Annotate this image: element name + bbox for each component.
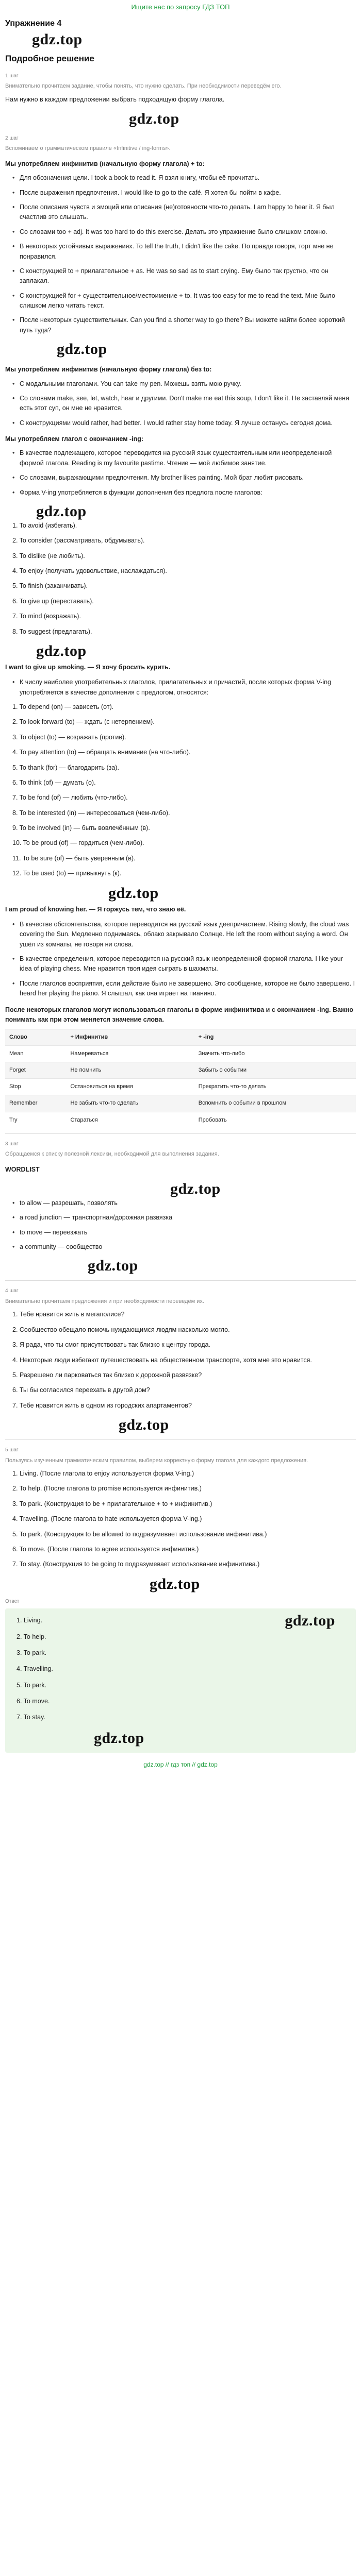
rule-item: • С конструкцией to + прилагательное + as. He was so sad as to start crying. Ему было так грустно, что он заплакал.	[12, 266, 356, 286]
watermark: gdz.top	[36, 642, 87, 659]
rule-item: • Для обозначения цели. I took a book to read it. Я взял книгу, чтобы её прочитать.	[12, 173, 356, 183]
table-title: После некоторых глаголов могут использоваться глаголы в форме инфинитива и с окончанием -ing. Важно понимать как при этом меняется значение слова.	[5, 1006, 353, 1023]
step-2	[5, 134, 356, 1128]
verbs-list	[12, 521, 356, 637]
table-cell: Не помнить	[66, 1062, 194, 1079]
rule-item: • Со словами too + adj. It was too hard to do this exercise. Делать это упражнение было слишком сложно.	[12, 227, 356, 237]
list-item: 7. To mind (возражать).	[12, 613, 81, 620]
table-cell: Значить что-либо	[194, 1046, 356, 1062]
footer-link[interactable]: gdz.top // гдз топ // gdz.top	[143, 1760, 218, 1768]
step-hint: Вспоминаем о грамматическом правиле «Infinitive / ing-forms».	[5, 145, 171, 152]
list-item: 1. Тебе нравится жить в мегаполисе?	[12, 1311, 125, 1318]
list-item: 4. Travelling.	[17, 1665, 53, 1673]
list-item: 7. To be fond (of) — любить (что-либо).	[12, 794, 128, 802]
step-label: 2 шаг	[5, 135, 19, 141]
list-item: 5. Разрешено ли парковаться так близко к дорожной развязке?	[12, 1371, 202, 1379]
list-item: 2. To help. (После глагола to promise используется инфинитив.)	[12, 1485, 202, 1493]
watermark: gdz.top	[36, 502, 87, 520]
list-item: 7. To stay. (Конструкция to be going to подразумевает использование инфинитива.)	[12, 1561, 260, 1568]
list-item: 2. Сообщество обещало помочь нуждающимся людям насколько могло.	[12, 1326, 230, 1333]
rule-item: • После описания чувств и эмоций или описания (не)готовности что-то делать. I am happy to hear it. Я был счастлив это слышать.	[12, 202, 356, 223]
list-item: 8. To be interested (in) — интересоваться (чем-либо).	[12, 809, 170, 817]
list-item: • a community — сообщество	[12, 1242, 356, 1252]
list-item: 2. To look forward (to) — ждать (с нетерпением).	[12, 718, 155, 726]
rule-item: • В качестве подлежащего, которое переводится на русский язык существительным или неопределенной формой глагола. Reading is my favourite pastime. Чтение — моё любимое занятие.	[12, 448, 356, 468]
example-text: I want to give up smoking. — Я хочу бросить курить.	[5, 663, 171, 671]
list-item: 6. To move. (После глагола to agree используется инфинитив.)	[12, 1545, 199, 1553]
list-item: 5. To park. (Конструкция to be allowed to подразумевает использование инфинитива.)	[12, 1530, 267, 1538]
watermark: gdz.top	[94, 1729, 144, 1747]
step-hint: Обращаемся к списку полезной лексики, необходимой для выполнения задания.	[5, 1151, 219, 1158]
table-cell: Вспомнить о событии в прошлом	[194, 1095, 356, 1112]
list-item: 11. To be sure (of) — быть уверенным (в).	[12, 854, 136, 862]
table-header-cell: + -ing	[194, 1029, 356, 1046]
step-label: 3 шаг	[5, 1141, 19, 1147]
list-item: 4. To enjoy (получать удовольствие, наслаждаться).	[12, 567, 167, 575]
list-item: 4. Некоторые люди избегают путешествовать на общественном транспорте, хотя мне это нравится.	[12, 1356, 312, 1364]
rule-list	[12, 448, 356, 498]
step-label: 4 шаг	[5, 1288, 19, 1294]
rule-item: • После глаголов восприятия, если действие было не завершено. Это сообщение, которое не было завершено. I heard her playing the piano. Я слышал, как она играет на пианино.	[12, 979, 356, 999]
rule-item: • Со словами make, see, let, watch, hear и другими. Don't make me eat this soup, I don't like it. Не заставляй меня есть этот суп, он мне не нравится.	[12, 394, 356, 414]
table-cell: Mean	[5, 1046, 66, 1062]
list-item: 1. Living.	[17, 1617, 43, 1624]
table-cell: Стараться	[66, 1112, 194, 1128]
wordlist-title: WORDLIST	[5, 1165, 40, 1173]
list-item: 9. To be involved (in) — быть вовлечённым (в).	[12, 824, 150, 832]
answer-list	[17, 1616, 349, 1723]
table-cell: Remember	[5, 1095, 66, 1112]
watermark: gdz.top	[57, 341, 107, 358]
rule-item: • Со словами, выражающими предпочтения. My brother likes painting. Мой брат любит рисовать.	[12, 473, 356, 483]
step-text: Нам нужно в каждом предложении выбрать подходящую форму глагола.	[5, 95, 225, 103]
prep-verbs-list	[12, 702, 356, 879]
example-text: I am proud of knowing her. — Я горжусь тем, что знаю её.	[5, 905, 186, 913]
list-item: 7. Тебе нравится жить в одном из городских апартаментов?	[12, 1401, 192, 1409]
watermark: gdz.top	[285, 1612, 335, 1630]
watermark: gdz.top	[150, 1575, 200, 1592]
list-item: 1. To depend (on) — зависеть (от).	[12, 703, 114, 711]
step-5	[5, 1446, 356, 1594]
divider	[5, 1439, 356, 1440]
step-label: 5 шаг	[5, 1447, 19, 1453]
rule-list	[12, 173, 356, 335]
rule-item: • С конструкцией for + существительное/местоимение + to. It was too easy for me to read the text. Мне было слишком легко читать текст.	[12, 291, 356, 311]
table-header-cell: + Инфинитив	[66, 1029, 194, 1046]
table-cell: Остановиться на время	[66, 1079, 194, 1095]
step-hint: Внимательно прочитаем задание, чтобы понять, что нужно сделать. При необходимости переведём его.	[5, 83, 282, 90]
watermark: gdz.top	[108, 884, 159, 902]
table-cell: Не забыть что-то сделать	[66, 1095, 194, 1112]
table-row	[5, 1062, 356, 1079]
watermark: gdz.top	[170, 1180, 221, 1197]
table-row	[5, 1095, 356, 1112]
rule-item: • С конструкциями would rather, had better. I would rather stay home today. Я лучше останусь сегодня дома.	[12, 418, 356, 428]
section-title: Мы употребляем глагол с окончанием -ing:	[5, 435, 144, 443]
list-item: 6. To think (of) — думать (о).	[12, 778, 96, 786]
footer	[5, 1760, 356, 1770]
divider	[5, 1280, 356, 1281]
list-item: 6. To give up (переставать).	[12, 597, 94, 605]
step-3	[5, 1140, 356, 1276]
list-item: 5. To finish (заканчивать).	[12, 582, 88, 590]
list-item: 4. Travelling. (После глагола to hate используется форма V-ing.)	[12, 1515, 202, 1523]
step-hint: Внимательно прочитаем предложения и при необходимости переведём их.	[5, 1298, 204, 1304]
table-cell: Stop	[5, 1079, 66, 1095]
list-item: 3. To object (to) — возражать (против).	[12, 733, 126, 741]
watermark: gdz.top	[32, 31, 83, 48]
section-title: Мы употребляем инфинитив (начальную форму глагола) + to:	[5, 160, 205, 167]
watermark: gdz.top	[88, 1257, 138, 1275]
list-item: 3. Я рада, что ты смог присутствовать так близко к центру города.	[12, 1341, 210, 1349]
list-item: 1. To avoid (избегать).	[12, 521, 77, 529]
sentences-list	[12, 1310, 356, 1411]
exercise-title: Упражнение 4	[5, 19, 62, 28]
table-cell: Забыть о событии	[194, 1062, 356, 1079]
table-cell: Прекратить что-то делать	[194, 1079, 356, 1095]
table-cell: Try	[5, 1112, 66, 1128]
solution-subtitle: Подробное решение	[5, 54, 94, 64]
list-item: 1. Living. (После глагола to enjoy используется форма V-ing.)	[12, 1470, 194, 1478]
divider	[5, 1133, 356, 1134]
list-item: • to allow — разрешать, позволять	[12, 1198, 356, 1208]
table-row	[5, 1079, 356, 1095]
watermark: gdz.top	[129, 110, 179, 127]
table-row	[5, 1046, 356, 1062]
section-title: Мы употребляем инфинитив (начальную форму глагола) без to:	[5, 366, 212, 374]
table-header-row	[5, 1029, 356, 1046]
list-item: • a road junction — транспортная/дорожная развязка	[12, 1213, 356, 1223]
list-item: 3. To park.	[17, 1649, 47, 1656]
rule-list	[12, 677, 356, 698]
rule-list	[12, 920, 356, 999]
list-item: 6. Ты бы согласился переехать в другой дом?	[12, 1386, 150, 1394]
step-4	[5, 1287, 356, 1434]
list-item: 10. To be proud (of) — гордиться (чем-либо).	[12, 839, 144, 847]
step-hint: Пользуясь изученным грамматическим правилом, выберем корректную форму глагола для каждого предложения.	[5, 1457, 308, 1464]
table-row	[5, 1112, 356, 1128]
list-item: 3. To park. (Конструкция to be + прилагательное + to + инфинитив.)	[12, 1500, 212, 1507]
step-label: 1 шаг	[5, 73, 19, 79]
rule-item: • После некоторых существительных. Can you find a shorter way to go there? Вы можете найти более короткий путь туда?	[12, 315, 356, 335]
table-cell: Forget	[5, 1062, 66, 1079]
rule-item: • Форма V-ing употребляется в функции дополнения без предлога после глаголов:	[12, 488, 356, 498]
list-item: 5. To park.	[17, 1681, 47, 1689]
rule-item: • В некоторых устойчивых выражениях. To tell the truth, I didn't like the cake. По правде говоря, торт мне не понравился.	[12, 242, 356, 262]
table-header-cell: Слово	[5, 1029, 66, 1046]
watermark: gdz.top	[119, 1416, 169, 1434]
rule-item: • В качестве определения, которое переводится на русский язык неопределенной формой глагола. I like your idea of playing chess. Мне нравится твоя идея сыграть в шахматы.	[12, 954, 356, 974]
answer-box	[5, 1608, 356, 1753]
rule-item: • С модальными глаголами. You can take my pen. Можешь взять мою ручку.	[12, 379, 356, 389]
step-1	[5, 72, 356, 128]
rule-list	[12, 379, 356, 429]
rule-item: • К числу наиболее употребительных глаголов, прилагательных и причастий, после которых форма V-ing употребляется в качестве дополнения с предлогом, относятся:	[12, 677, 356, 698]
topbar	[5, 0, 356, 15]
list-item: 6. To move.	[17, 1698, 50, 1705]
list-item: 12. To be used (to) — привыкнуть (к).	[12, 870, 122, 877]
answer-label: Ответ	[5, 1598, 20, 1604]
list-item: 4. To pay attention (to) — обращать внимание (на что-либо).	[12, 749, 191, 756]
list-item: 8. To suggest (предлагать).	[12, 628, 92, 635]
list-item: 2. To help.	[17, 1633, 46, 1640]
list-item: 2. To consider (рассматривать, обдумывать).	[12, 537, 145, 545]
rule-item: • В качестве обстоятельства, которое переводится на русский язык деепричастием. Rising slowly, the cloud was covering the Sun. Медленно поднимаясь, облако закрывало Солнце. He left the room without saying a word. Он ушёл из комнаты, не говоря ни слова.	[12, 920, 356, 950]
verb-forms-table	[5, 1029, 356, 1128]
table-cell: Пробовать	[194, 1112, 356, 1128]
list-item: 3. To dislike (не любить).	[12, 552, 85, 560]
list-item: • to move — переезжать	[12, 1228, 356, 1238]
rule-item: • После выражения предпочтения. I would like to go to the café. Я хотел бы пойти в кафе.	[12, 188, 356, 198]
list-item: 5. To thank (for) — благодарить (за).	[12, 764, 119, 771]
table-cell: Намереваться	[66, 1046, 194, 1062]
wordlist	[12, 1198, 356, 1252]
list-item: 7. To stay.	[17, 1714, 45, 1721]
answers-explained-list	[12, 1469, 356, 1570]
search-promo-link[interactable]: Ищите нас по запросу ГДЗ ТОП	[131, 3, 230, 11]
